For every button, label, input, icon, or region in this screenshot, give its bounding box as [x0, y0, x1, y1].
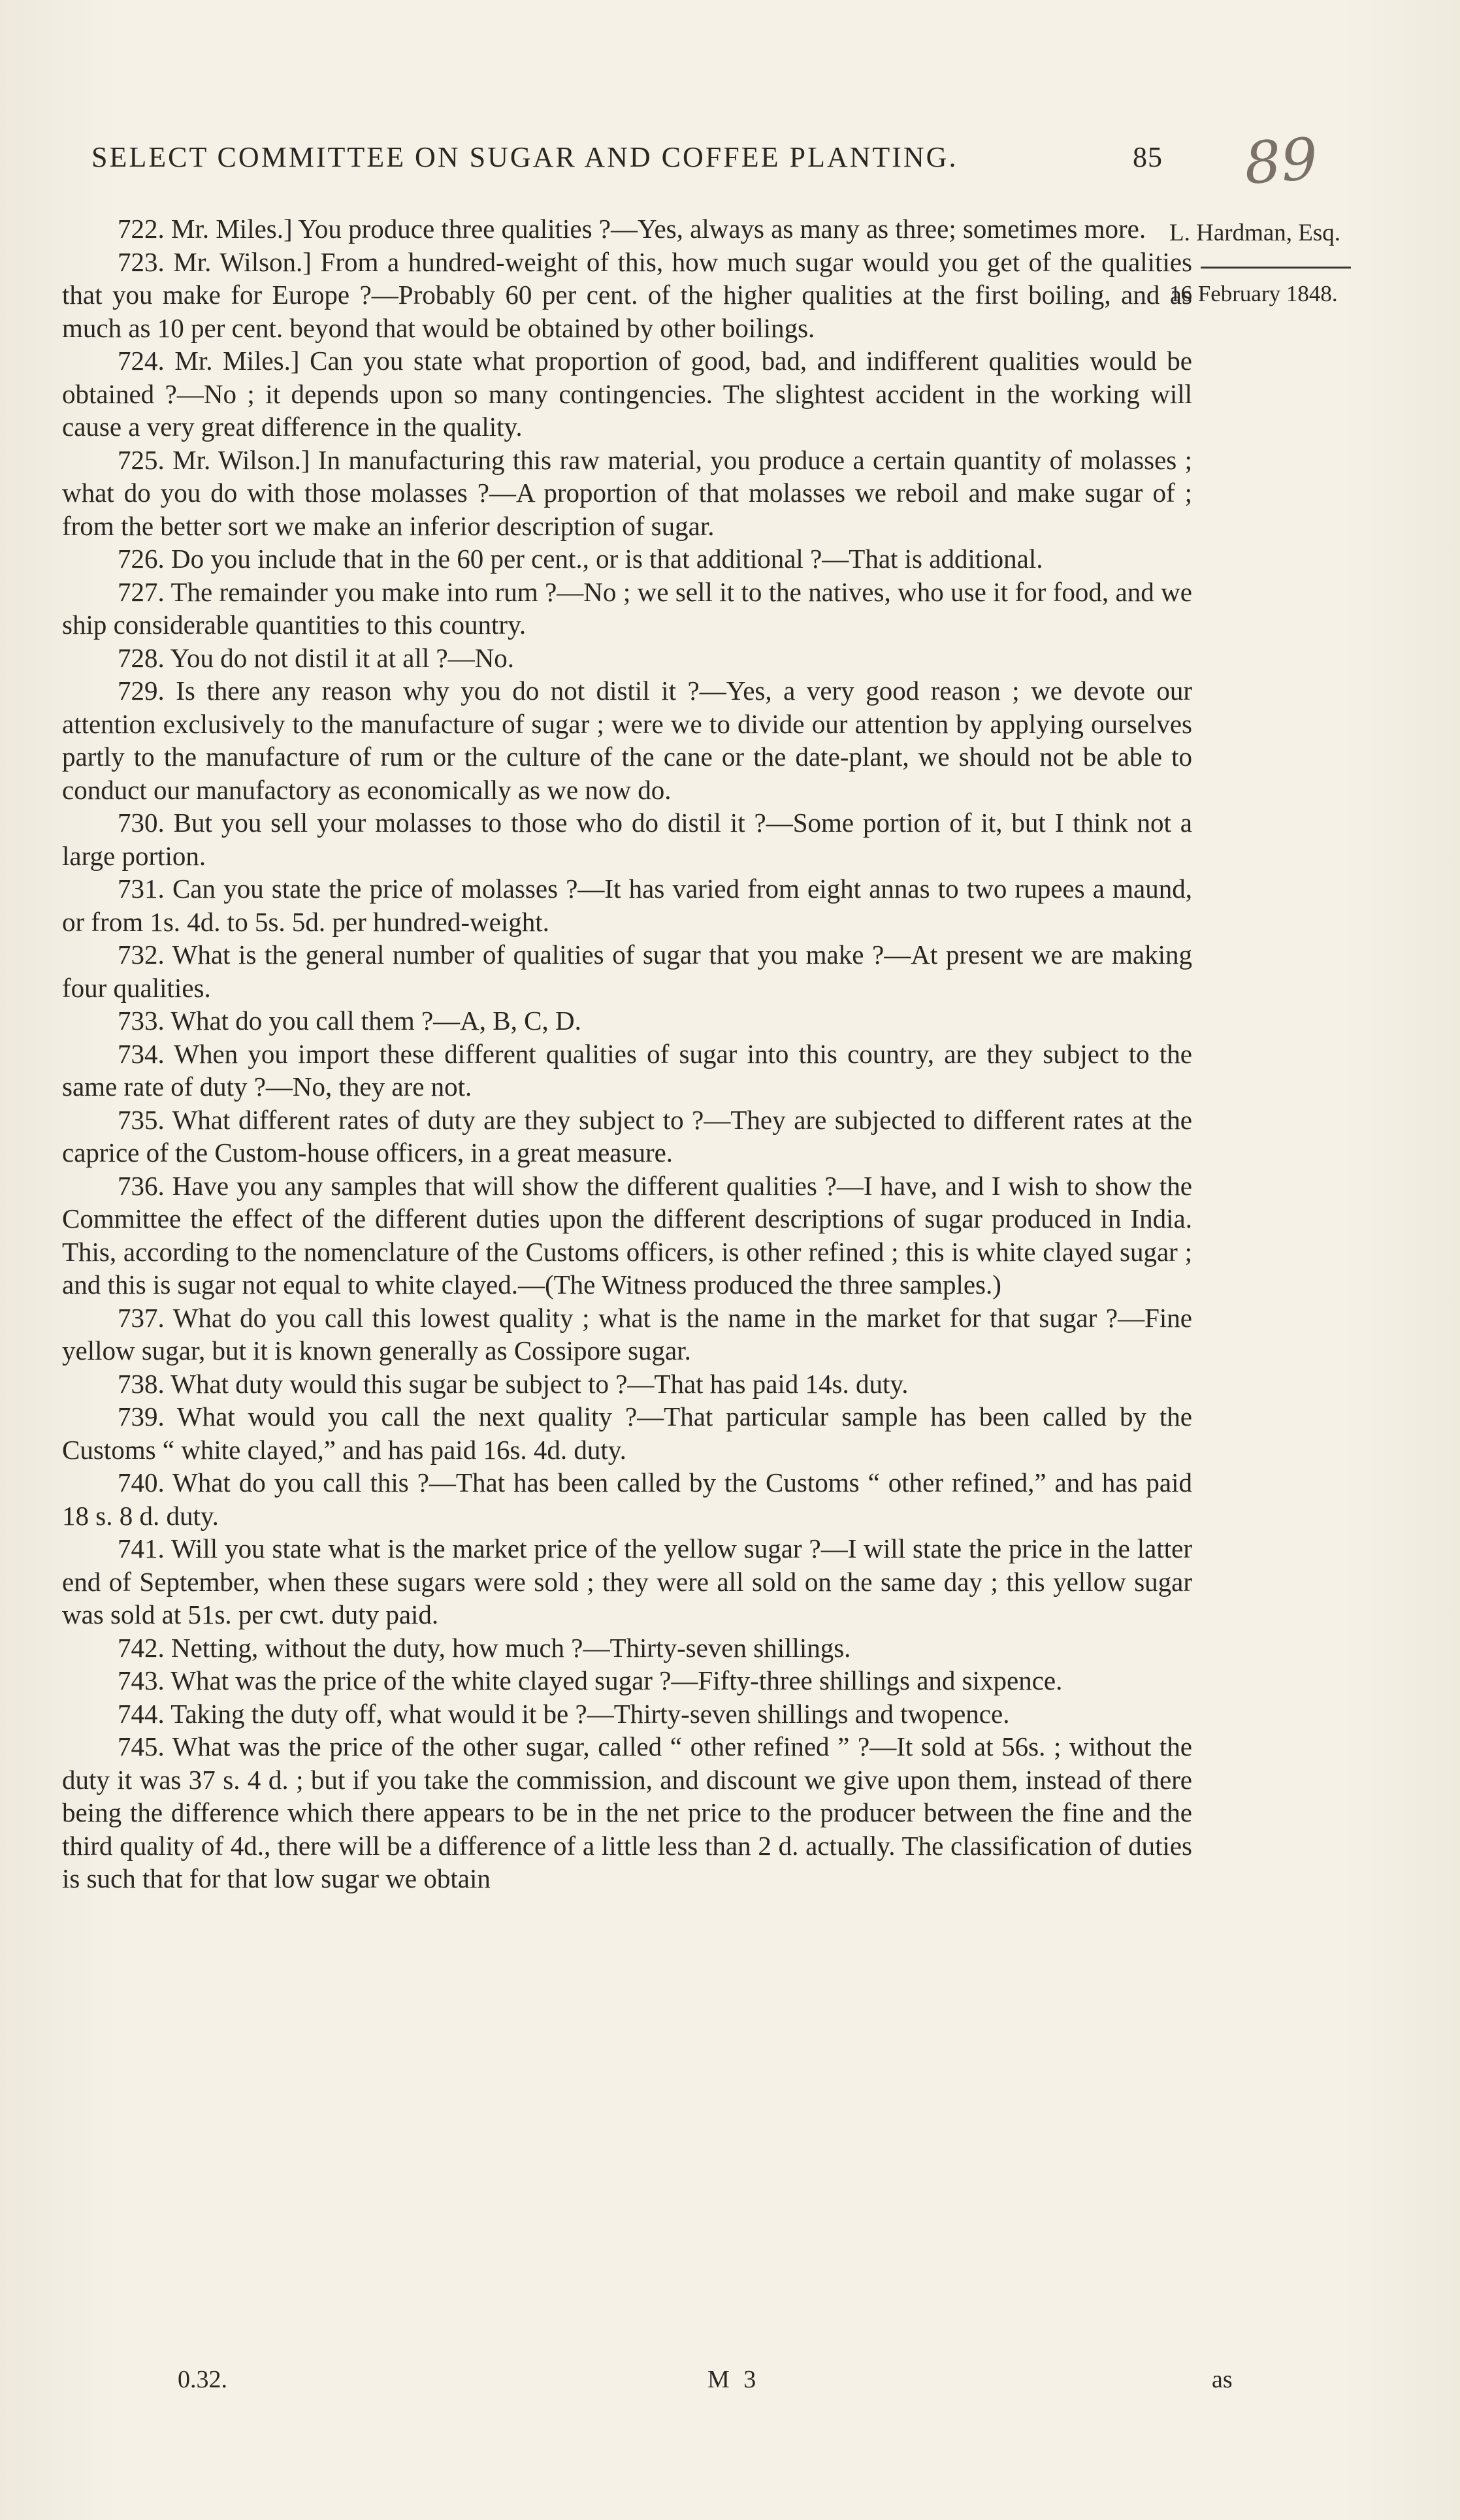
footer-catchword: as — [1212, 2366, 1233, 2393]
testimony-paragraph: 743. What was the price of the white clayed sugar ?—Fifty-three shillings and sixpence. — [118, 1665, 1063, 1695]
testimony-paragraph: 742. Netting, without the duty, how much ?—Thirty-seven shillings. — [118, 1632, 851, 1663]
footer-signature-left: 0.32. — [178, 2366, 227, 2393]
footer-signature-mark: M 3 — [707, 2366, 760, 2393]
testimony-paragraph: 736. Have you any samples that will show the different qualities ?—I have, and I wish to show the Committee the effect of the different duties upon the different descriptions of sugar produced in India. This, according to the nomenclature of the Customs officers, is other refined ; this is white clayed sugar ; and this is sugar not equal to white clayed.—(The Witness produced the three samples.) — [62, 1170, 1192, 1300]
testimony-paragraph: 745. What was the price of the other sugar, called “ other refined ” ?—It sold at 56s. ; without the duty it was 37 s. 4 d. ; but if you take the commission, and discount we give upon them, instead of there being the difference which there appears to be in the net price to the producer between the fine and the third quality of 4d., there will be a difference of a little less than 2 d. actually. The classification of duties is such that for that low sugar we obtain — [62, 1731, 1192, 1893]
testimony-paragraph: 734. When you import these different qualities of sugar into this country, are they subject to the same rate of duty ?—No, they are not. — [62, 1038, 1192, 1102]
testimony-paragraph: 725. Mr. Wilson.] In manufacturing this raw material, you produce a certain quantity of molasses ; what do you do with those molasses ?—A proportion of that molasses we reboil and make sugar of ; from the better sort we make an inferior description of sugar. — [62, 444, 1192, 541]
testimony-paragraph: 731. Can you state the price of molasses ?—It has varied from eight annas to two rupees a maund, or from 1s. 4d. to 5s. 5d. per hundred-weight. — [62, 874, 1192, 937]
margin-date: 16 February 1848. — [1169, 281, 1338, 306]
header-title: SELECT COMMITTEE ON SUGAR AND COFFEE PLANTING. — [91, 141, 958, 173]
testimony-paragraph: 732. What is the general number of qualities of sugar that you make ?—At present we are making four qualities. — [62, 940, 1192, 1003]
testimony-paragraph: 739. What would you call the next quality ?—That particular sample has been called by the Customs “ white clayed,” and has paid 16s. 4d. duty. — [62, 1401, 1192, 1465]
testimony-paragraph: 741. Will you state what is the market price of the yellow sugar ?—I will state the price in the latter end of September, when these sugars were sold ; they were all sold on the same day ; this yellow sugar was sold at 51s. per cwt. duty paid. — [62, 1533, 1192, 1629]
testimony-paragraph: 733. What do you call them ?—A, B, C, D. — [118, 1006, 581, 1036]
testimony-paragraph: 740. What do you call this ?—That has been called by the Customs “ other refined,” and has paid 18 s. 8 d. duty. — [62, 1467, 1192, 1531]
testimony-paragraph: 724. Mr. Miles.] Can you state what proportion of good, bad, and indifferent qualities would be obtained ?—No ; it depends upon so many contingencies. The slightest accident in the working will cause a very great difference in the quality. — [62, 346, 1192, 442]
testimony-paragraph: 744. Taking the duty off, what would it be ?—Thirty-seven shillings and twopence. — [118, 1698, 1010, 1729]
testimony-paragraph: 730. But you sell your molasses to those who do distil it ?—Some portion of it, but I think not a large portion. — [62, 808, 1192, 871]
running-header — [91, 140, 1163, 174]
handwritten-folio-number: 89 — [1242, 125, 1320, 197]
testimony-paragraph: 729. Is there any reason why you do not distil it ?—Yes, a very good reason ; we devote our attention exclusively to the manufacture of sugar ; were we to divide our attention by applying ourselves partly to the manufacture of rum or the culture of the cane or the date-plant, we should not be able to conduct our manufactory as economically as we now do. — [62, 676, 1192, 805]
testimony-paragraph: 738. What duty would this sugar be subject to ?—That has paid 14s. duty. — [118, 1368, 909, 1399]
testimony-paragraph: 723. Mr. Wilson.] From a hundred-weight of this, how much sugar would you get of the qualities that you make for Europe ?—Probably 60 per cent. of the higher qualities at the first boiling, and as much as 10 per cent. beyond that would be obtained by other boilings. — [62, 246, 1192, 343]
margin-witness-name: L. Hardman, Esq. — [1169, 220, 1341, 246]
testimony-paragraph: 728. You do not distil it at all ?—No. — [118, 642, 515, 673]
page-number: 85 — [1133, 141, 1163, 173]
testimony-paragraph: 722. Mr. Miles.] You produce three qualities ?—Yes, always as many as three; sometimes more. — [118, 214, 1146, 244]
testimony-body — [62, 212, 1192, 1895]
testimony-paragraph: 726. Do you include that in the 60 per cent., or is that additional ?—That is additional. — [118, 544, 1043, 574]
testimony-paragraph: 727. The remainder you make into rum ?—No ; we sell it to the natives, who use it for food, and we ship considerable quantities to this country. — [62, 576, 1192, 640]
testimony-paragraph: 737. What do you call this lowest quality ; what is the name in the market for that sugar ?—Fine yellow sugar, but it is known generally as Cossipore sugar. — [62, 1302, 1192, 1366]
margin-rule — [1201, 267, 1351, 269]
testimony-paragraph: 735. What different rates of duty are they subject to ?—They are subjected to different rates at the caprice of the Custom-house officers, in a great measure. — [62, 1104, 1192, 1168]
